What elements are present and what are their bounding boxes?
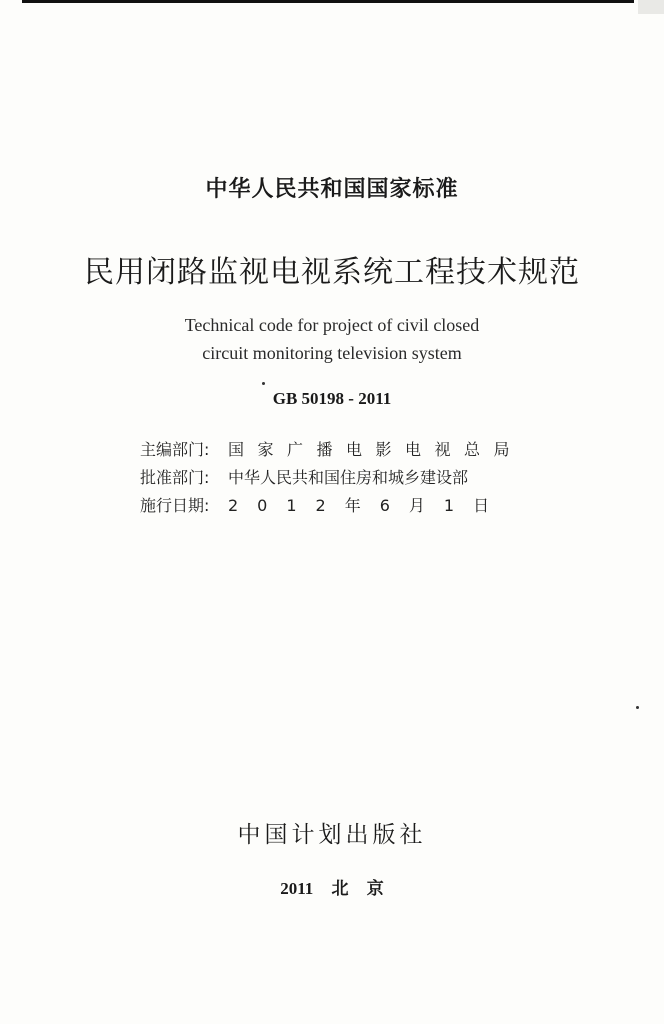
document-title-english bbox=[0, 311, 664, 367]
top-border-line bbox=[22, 0, 634, 3]
page-corner-shadow bbox=[638, 0, 664, 14]
scan-speck bbox=[262, 382, 265, 385]
approver-value: 中华人民共和国住房和城乡建设部 bbox=[228, 468, 469, 487]
english-title-line-1: Technical code for project of civil closed bbox=[184, 315, 480, 335]
scan-speck bbox=[636, 706, 639, 709]
editor-row bbox=[140, 436, 524, 464]
editor-value: 国家广播电影电视总局 bbox=[228, 440, 524, 459]
publication-metadata bbox=[140, 436, 524, 520]
editor-label: 主编部门: bbox=[140, 440, 210, 459]
effective-date-row bbox=[140, 492, 520, 520]
approver-label: 批准部门: bbox=[140, 468, 210, 487]
standard-series-title: 中华人民共和国国家标准 bbox=[205, 177, 459, 202]
english-title-line-2: circuit monitoring television system bbox=[202, 343, 462, 363]
effective-date-value: 2012年6月1日 bbox=[228, 496, 509, 515]
standard-code: GB 50198 - 2011 bbox=[272, 389, 392, 408]
document-title-chinese: 民用闭路监视电视系统工程技术规范 bbox=[84, 255, 580, 290]
approver-row bbox=[140, 464, 520, 492]
publication-year-place: 2011 北 京 bbox=[280, 879, 384, 898]
effective-date-label: 施行日期: bbox=[140, 496, 210, 515]
publisher-name: 中国计划出版社 bbox=[237, 822, 427, 848]
